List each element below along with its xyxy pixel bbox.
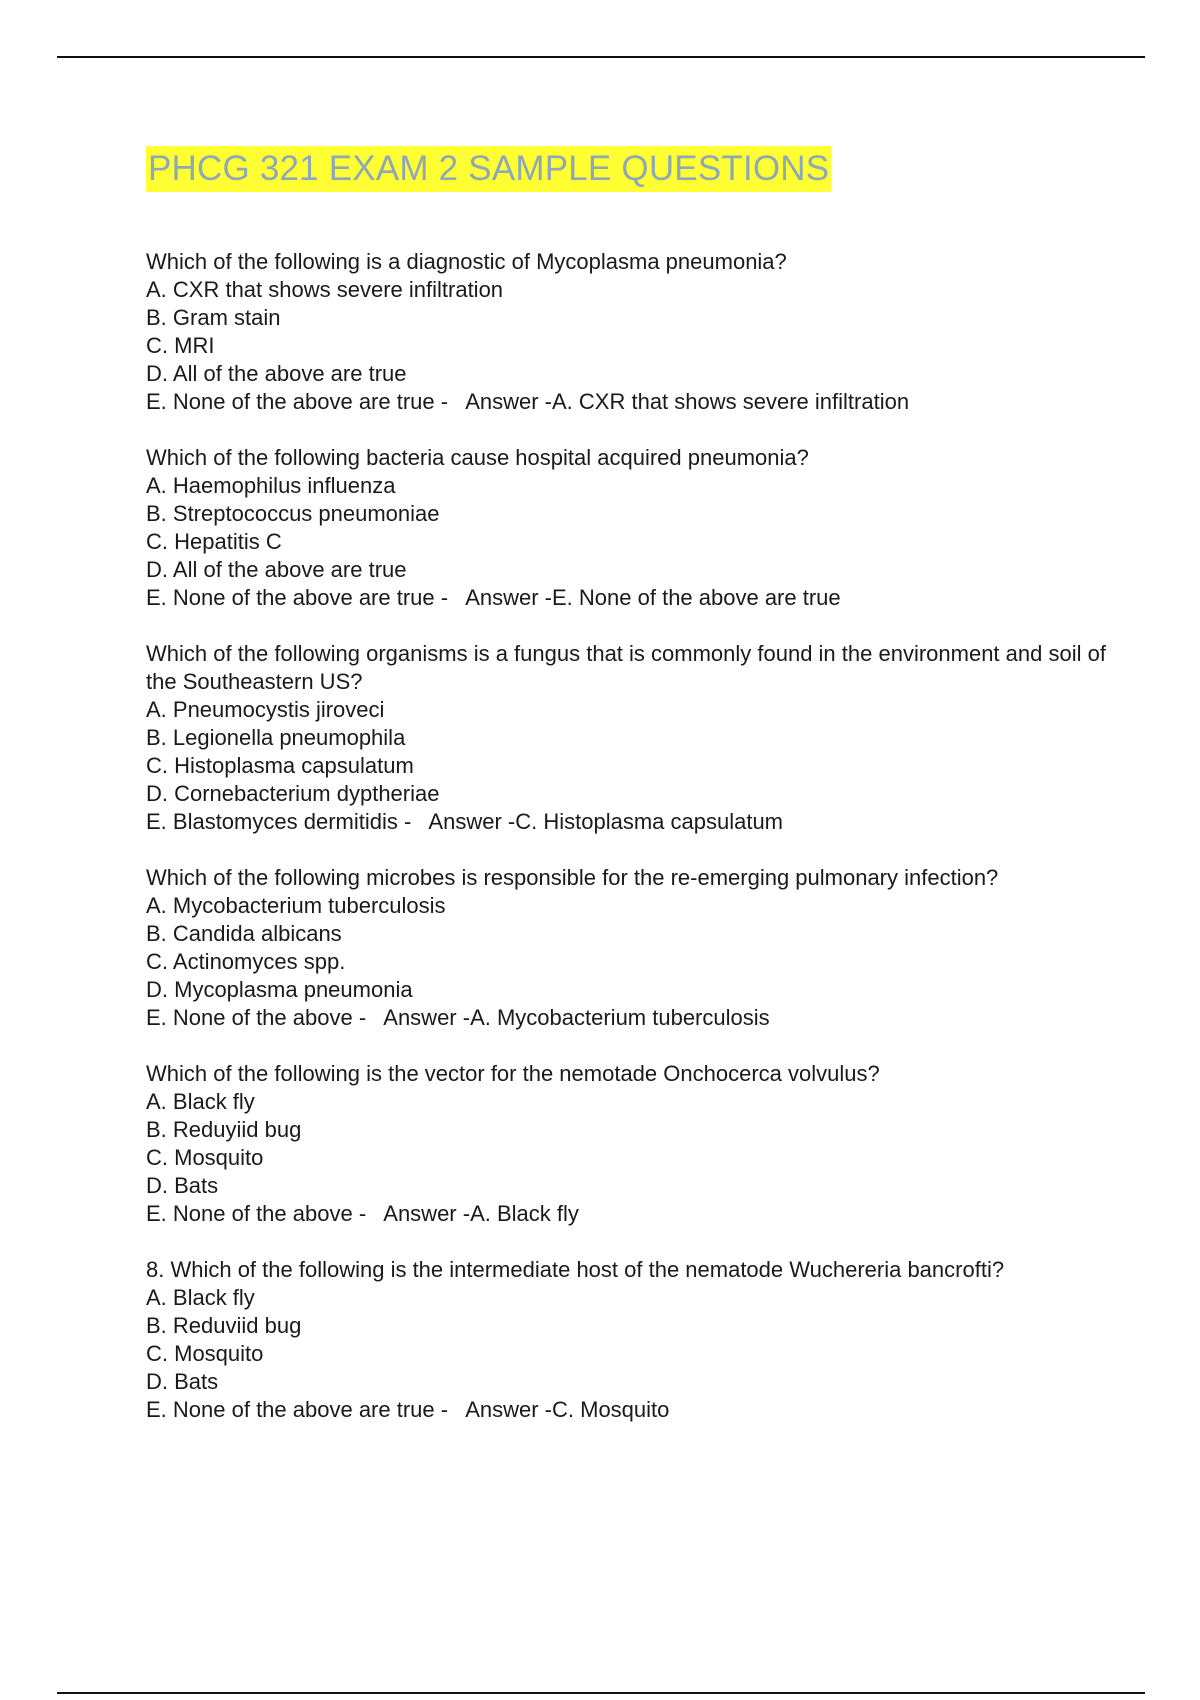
option-line (146, 1340, 1106, 1368)
option-line (146, 976, 1106, 1004)
option-line (146, 696, 1106, 724)
option-line (146, 1144, 1106, 1172)
answer-option: B. Candida albicans (146, 921, 342, 946)
question-block (146, 248, 1106, 416)
answer-separator: - (434, 389, 455, 414)
answer-option: A. Black fly (146, 1089, 255, 1114)
page-title: PHCG 321 EXAM 2 SAMPLE QUESTIONS (146, 146, 831, 192)
option-line (146, 500, 1106, 528)
option-line (146, 472, 1106, 500)
option-line (146, 584, 1106, 612)
option-line (146, 276, 1106, 304)
option-line (146, 724, 1106, 752)
answer-separator: - (352, 1201, 373, 1226)
answer-option: C. Actinomyces spp. (146, 949, 346, 974)
option-line (146, 332, 1106, 360)
question-list (146, 248, 1113, 1424)
option-line (146, 1172, 1106, 1200)
answer-option: A. CXR that shows severe infiltration (146, 277, 504, 302)
question-block (146, 1060, 1106, 1228)
answer-option: B. Legionella pneumophila (146, 725, 406, 750)
answer-separator: - (352, 1005, 373, 1030)
answer-option: B. Reduyiid bug (146, 1117, 302, 1142)
answer-option: E. Blastomyces dermitidis (146, 809, 398, 834)
answer-option: B. Streptococcus pneumoniae (146, 501, 440, 526)
option-line (146, 808, 1106, 836)
option-line (146, 360, 1106, 388)
answer-option: B. Gram stain (146, 305, 281, 330)
option-line (146, 948, 1106, 976)
answer-option: E. None of the above are true (146, 1397, 435, 1422)
option-line (146, 1200, 1106, 1228)
answer-option: C. MRI (146, 333, 215, 358)
title-block (146, 146, 1106, 192)
answer-option: C. Histoplasma capsulatum (146, 753, 414, 778)
answer-option: D. Bats (146, 1173, 219, 1198)
answer-key: Answer -A. Black fly (372, 1201, 579, 1226)
question-block (146, 864, 1106, 1032)
answer-option: D. Cornebacterium dyptheriae (146, 781, 440, 806)
answer-option: E. None of the above (146, 1005, 353, 1030)
bottom-rule (57, 1692, 1145, 1694)
answer-option: D. All of the above are true (146, 557, 407, 582)
top-rule (57, 56, 1145, 58)
question-prompt: 8. Which of the following is the intermediate host of the nematode Wuchereria bancrofti? (146, 1257, 1005, 1282)
answer-option: D. Mycoplasma pneumonia (146, 977, 413, 1002)
option-line (146, 780, 1106, 808)
option-line (146, 1368, 1106, 1396)
answer-option: E. None of the above are true (146, 585, 435, 610)
option-line (146, 1396, 1106, 1424)
option-line (146, 1088, 1106, 1116)
question-prompt: Which of the following organisms is a fungus that is commonly found in the environment and soil of the Southeastern US? (146, 641, 1113, 694)
answer-key: Answer -C. Histoplasma capsulatum (417, 809, 783, 834)
answer-option: B. Reduviid bug (146, 1313, 302, 1338)
answer-separator: - (397, 809, 418, 834)
question-block (146, 1256, 1106, 1424)
answer-separator: - (434, 1397, 455, 1422)
option-line (146, 1284, 1106, 1312)
answer-option: C. Mosquito (146, 1145, 264, 1170)
answer-option: A. Haemophilus influenza (146, 473, 396, 498)
option-line (146, 528, 1106, 556)
answer-option: A. Pneumocystis jiroveci (146, 697, 385, 722)
question-block (146, 640, 1113, 836)
question-block (146, 444, 1106, 612)
answer-key: Answer -C. Mosquito (454, 1397, 670, 1422)
answer-key: Answer -A. Mycobacterium tuberculosis (372, 1005, 770, 1030)
answer-option: C. Mosquito (146, 1341, 264, 1366)
option-line (146, 892, 1106, 920)
answer-option: E. None of the above (146, 1201, 353, 1226)
document-body (146, 146, 1113, 1452)
question-prompt: Which of the following is the vector for the nemotade Onchocerca volvulus? (146, 1061, 880, 1086)
answer-option: D. All of the above are true (146, 361, 407, 386)
option-line (146, 1312, 1106, 1340)
answer-option: D. Bats (146, 1369, 219, 1394)
option-line (146, 1116, 1106, 1144)
question-prompt: Which of the following is a diagnostic of Mycoplasma pneumonia? (146, 249, 787, 274)
answer-option: E. None of the above are true (146, 389, 435, 414)
question-prompt: Which of the following microbes is responsible for the re-emerging pulmonary infection? (146, 865, 999, 890)
option-line (146, 752, 1106, 780)
question-prompt: Which of the following bacteria cause hospital acquired pneumonia? (146, 445, 809, 470)
option-line (146, 920, 1106, 948)
answer-key: Answer -E. None of the above are true (454, 585, 841, 610)
answer-option: A. Mycobacterium tuberculosis (146, 893, 446, 918)
answer-option: C. Hepatitis C (146, 529, 282, 554)
answer-separator: - (434, 585, 455, 610)
option-line (146, 1004, 1106, 1032)
option-line (146, 556, 1106, 584)
option-line (146, 304, 1106, 332)
option-line (146, 388, 1106, 416)
answer-option: A. Black fly (146, 1285, 255, 1310)
answer-key: Answer -A. CXR that shows severe infiltration (454, 389, 910, 414)
